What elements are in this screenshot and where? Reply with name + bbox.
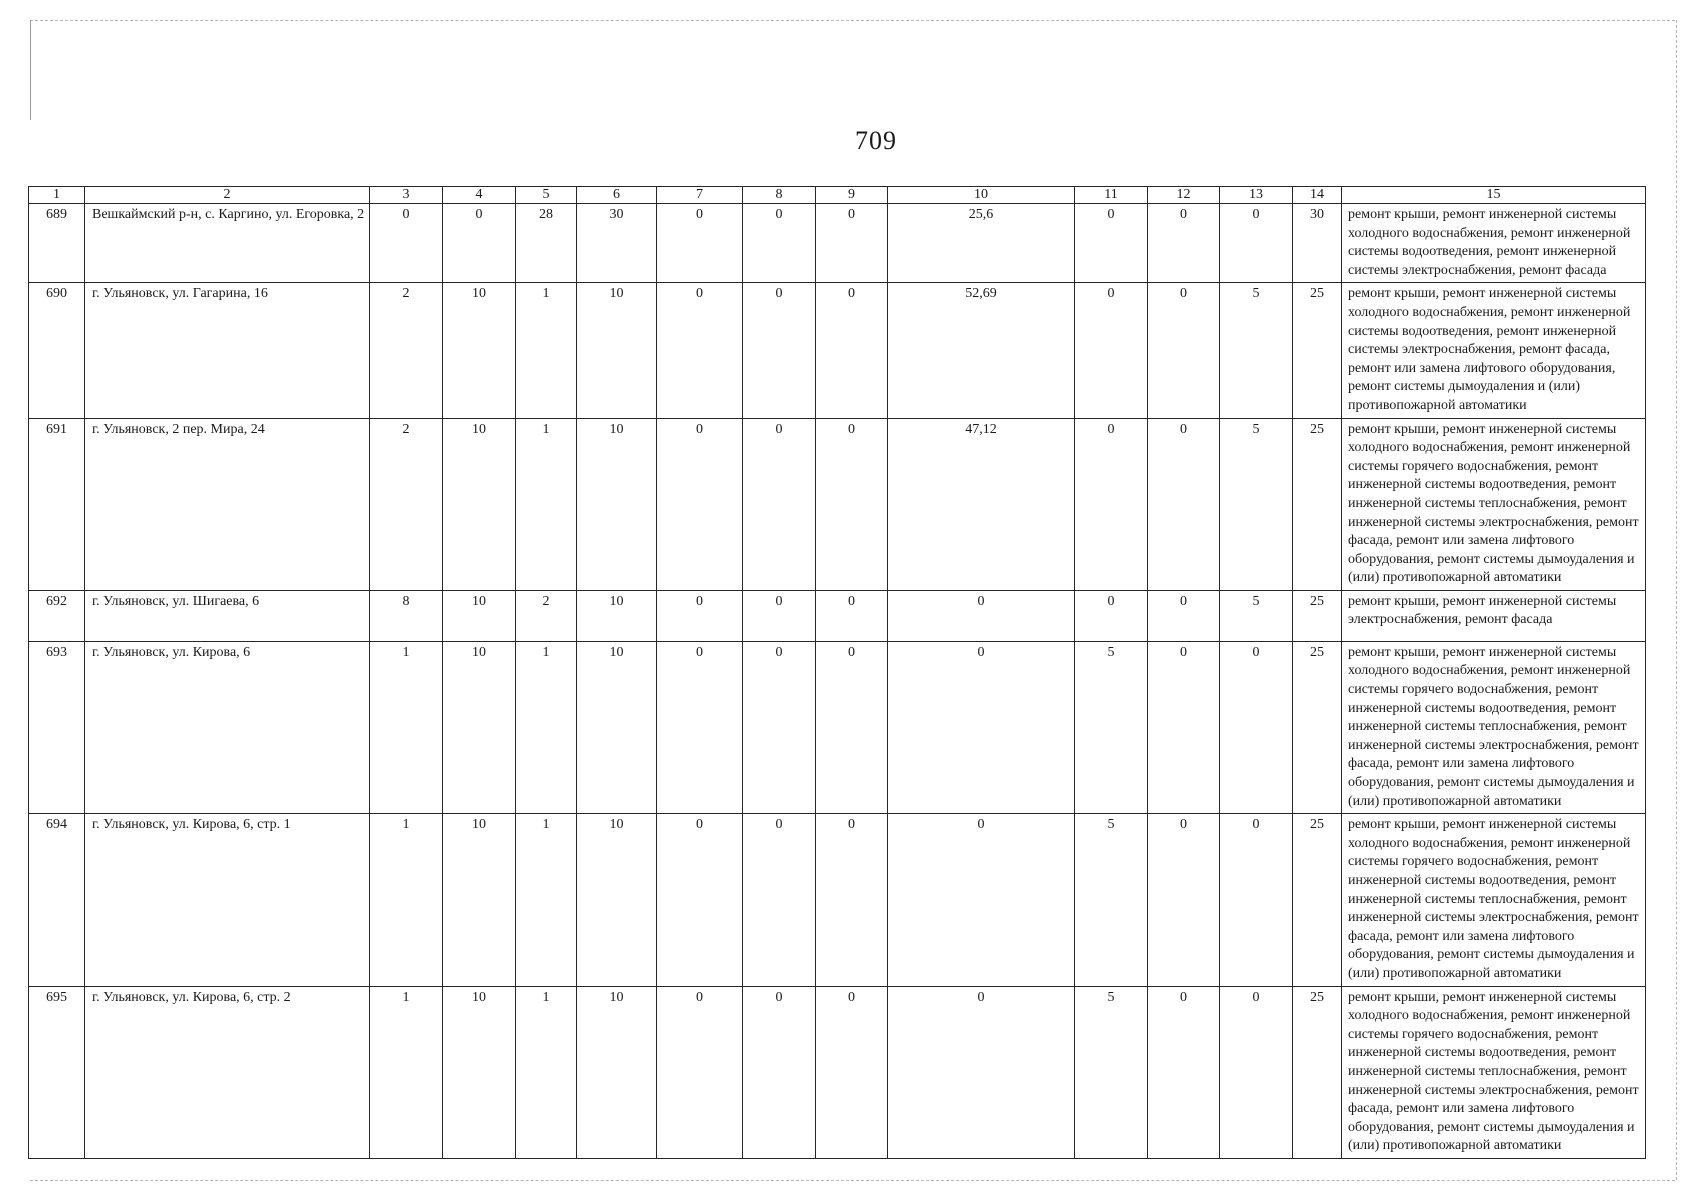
column-header: 2 [85,187,370,204]
value-cell: 5 [1220,283,1293,418]
scan-border-bottom [30,1180,1675,1181]
works-cell: ремонт крыши, ремонт инженерной системы холодного водоснабжения, ремонт инженерной системы водоотведения, ремонт инженерной системы электроснабжения, ремонт фасада [1342,204,1646,283]
address-cell: г. Ульяновск, ул. Шигаева, 6 [85,590,370,641]
column-header: 14 [1293,187,1342,204]
value-cell: 8 [370,590,443,641]
value-cell: 25,6 [888,204,1075,283]
value-cell: 0 [888,641,1075,813]
row-number: 690 [29,283,85,418]
value-cell: 10 [577,814,657,986]
value-cell: 0 [1148,590,1220,641]
column-header: 8 [743,187,816,204]
value-cell: 0 [657,204,743,283]
table-row [29,641,1646,813]
value-cell: 5 [1075,814,1148,986]
value-cell: 10 [443,283,516,418]
value-cell: 5 [1220,590,1293,641]
value-cell: 0 [1075,204,1148,283]
column-header: 12 [1148,187,1220,204]
page-number: 709 [855,126,897,155]
value-cell: 0 [743,641,816,813]
value-cell: 10 [443,418,516,590]
column-header: 3 [370,187,443,204]
table-row [29,283,1646,418]
address-cell: г. Ульяновск, ул. Кирова, 6, стр. 1 [85,814,370,986]
value-cell: 0 [1148,418,1220,590]
value-cell: 0 [816,814,888,986]
works-cell: ремонт крыши, ремонт инженерной системы электроснабжения, ремонт фасада [1342,590,1646,641]
value-cell: 0 [743,590,816,641]
value-cell: 0 [816,418,888,590]
scan-border-top [30,20,1675,21]
value-cell: 0 [657,814,743,986]
value-cell: 25 [1293,590,1342,641]
value-cell: 1 [370,641,443,813]
value-cell: 25 [1293,986,1342,1158]
value-cell: 0 [816,590,888,641]
value-cell: 5 [1220,418,1293,590]
address-cell: г. Ульяновск, ул. Кирова, 6 [85,641,370,813]
works-cell: ремонт крыши, ремонт инженерной системы холодного водоснабжения, ремонт инженерной системы горячего водоснабжения, ремонт инженерной системы водоотведения, ремонт инженерной системы теплоснабжения, ремонт инженерной системы электроснабжения, ремонт фасада, ремонт или замена лифтового оборудования, ремонт системы дымоудаления и (или) противопожарной автоматики [1342,418,1646,590]
value-cell: 0 [816,986,888,1158]
value-cell: 1 [370,986,443,1158]
value-cell: 10 [443,986,516,1158]
value-cell: 1 [516,641,577,813]
table-row [29,418,1646,590]
value-cell: 0 [888,814,1075,986]
value-cell: 47,12 [888,418,1075,590]
value-cell: 0 [657,590,743,641]
value-cell: 10 [577,641,657,813]
value-cell: 0 [1220,986,1293,1158]
value-cell: 10 [577,283,657,418]
works-cell: ремонт крыши, ремонт инженерной системы холодного водоснабжения, ремонт инженерной системы горячего водоснабжения, ремонт инженерной системы водоотведения, ремонт инженерной системы теплоснабжения, ремонт инженерной системы электроснабжения, ремонт фасада, ремонт или замена лифтового оборудования, ремонт системы дымоудаления и (или) противопожарной автоматики [1342,814,1646,986]
value-cell: 1 [370,814,443,986]
value-cell: 52,69 [888,283,1075,418]
column-header: 15 [1342,187,1646,204]
scan-border-right [1676,20,1677,1180]
value-cell: 1 [516,283,577,418]
address-cell: Вешкаймский р-н, с. Каргино, ул. Егоровка, 2 [85,204,370,283]
value-cell: 0 [657,283,743,418]
column-header: 1 [29,187,85,204]
column-header: 7 [657,187,743,204]
column-header: 4 [443,187,516,204]
value-cell: 0 [1220,204,1293,283]
value-cell: 0 [1075,590,1148,641]
value-cell: 28 [516,204,577,283]
column-header: 6 [577,187,657,204]
value-cell: 0 [657,418,743,590]
address-cell: г. Ульяновск, ул. Кирова, 6, стр. 2 [85,986,370,1158]
value-cell: 0 [743,204,816,283]
value-cell: 5 [1075,641,1148,813]
value-cell: 2 [370,283,443,418]
row-number: 691 [29,418,85,590]
value-cell: 0 [1148,986,1220,1158]
column-header: 5 [516,187,577,204]
value-cell: 0 [1148,283,1220,418]
value-cell: 0 [1220,641,1293,813]
value-cell: 0 [816,641,888,813]
value-cell: 0 [1148,814,1220,986]
value-cell: 0 [888,986,1075,1158]
column-header: 9 [816,187,888,204]
value-cell: 10 [443,814,516,986]
value-cell: 0 [1220,814,1293,986]
value-cell: 30 [1293,204,1342,283]
value-cell: 25 [1293,814,1342,986]
value-cell: 0 [657,641,743,813]
column-header: 10 [888,187,1075,204]
value-cell: 0 [743,283,816,418]
value-cell: 0 [657,986,743,1158]
scan-border-left [30,20,31,120]
column-header: 11 [1075,187,1148,204]
address-cell: г. Ульяновск, 2 пер. Мира, 24 [85,418,370,590]
works-cell: ремонт крыши, ремонт инженерной системы холодного водоснабжения, ремонт инженерной системы горячего водоснабжения, ремонт инженерной системы водоотведения, ремонт инженерной системы теплоснабжения, ремонт инженерной системы электроснабжения, ремонт фасада, ремонт или замена лифтового оборудования, ремонт системы дымоудаления и (или) противопожарной автоматики [1342,986,1646,1158]
value-cell: 0 [816,204,888,283]
value-cell: 0 [1075,283,1148,418]
value-cell: 10 [577,590,657,641]
value-cell: 0 [743,418,816,590]
value-cell: 30 [577,204,657,283]
row-number: 695 [29,986,85,1158]
repair-register-table [28,186,1646,1159]
table-row [29,590,1646,641]
value-cell: 0 [888,590,1075,641]
value-cell: 0 [816,283,888,418]
value-cell: 2 [516,590,577,641]
works-cell: ремонт крыши, ремонт инженерной системы холодного водоснабжения, ремонт инженерной системы водоотведения, ремонт инженерной системы электроснабжения, ремонт фасада, ремонт или замена лифтового оборудования, ремонт системы дымоудаления и (или) противопожарной автоматики [1342,283,1646,418]
table-row [29,204,1646,283]
value-cell: 5 [1075,986,1148,1158]
value-cell: 0 [743,814,816,986]
row-number: 692 [29,590,85,641]
row-number: 689 [29,204,85,283]
table-row [29,986,1646,1158]
value-cell: 0 [443,204,516,283]
works-cell: ремонт крыши, ремонт инженерной системы холодного водоснабжения, ремонт инженерной системы горячего водоснабжения, ремонт инженерной системы водоотведения, ремонт инженерной системы теплоснабжения, ремонт инженерной системы электроснабжения, ремонт фасада, ремонт или замена лифтового оборудования, ремонт системы дымоудаления и (или) противопожарной автоматики [1342,641,1646,813]
row-number: 693 [29,641,85,813]
value-cell: 0 [743,986,816,1158]
table-row [29,814,1646,986]
value-cell: 0 [1148,641,1220,813]
value-cell: 10 [443,641,516,813]
value-cell: 1 [516,418,577,590]
value-cell: 25 [1293,418,1342,590]
value-cell: 0 [370,204,443,283]
row-number: 694 [29,814,85,986]
value-cell: 1 [516,986,577,1158]
value-cell: 10 [443,590,516,641]
value-cell: 25 [1293,641,1342,813]
column-number-row [29,187,1646,204]
value-cell: 0 [1075,418,1148,590]
value-cell: 10 [577,986,657,1158]
value-cell: 1 [516,814,577,986]
value-cell: 0 [1148,204,1220,283]
address-cell: г. Ульяновск, ул. Гагарина, 16 [85,283,370,418]
value-cell: 25 [1293,283,1342,418]
value-cell: 10 [577,418,657,590]
value-cell: 2 [370,418,443,590]
column-header: 13 [1220,187,1293,204]
